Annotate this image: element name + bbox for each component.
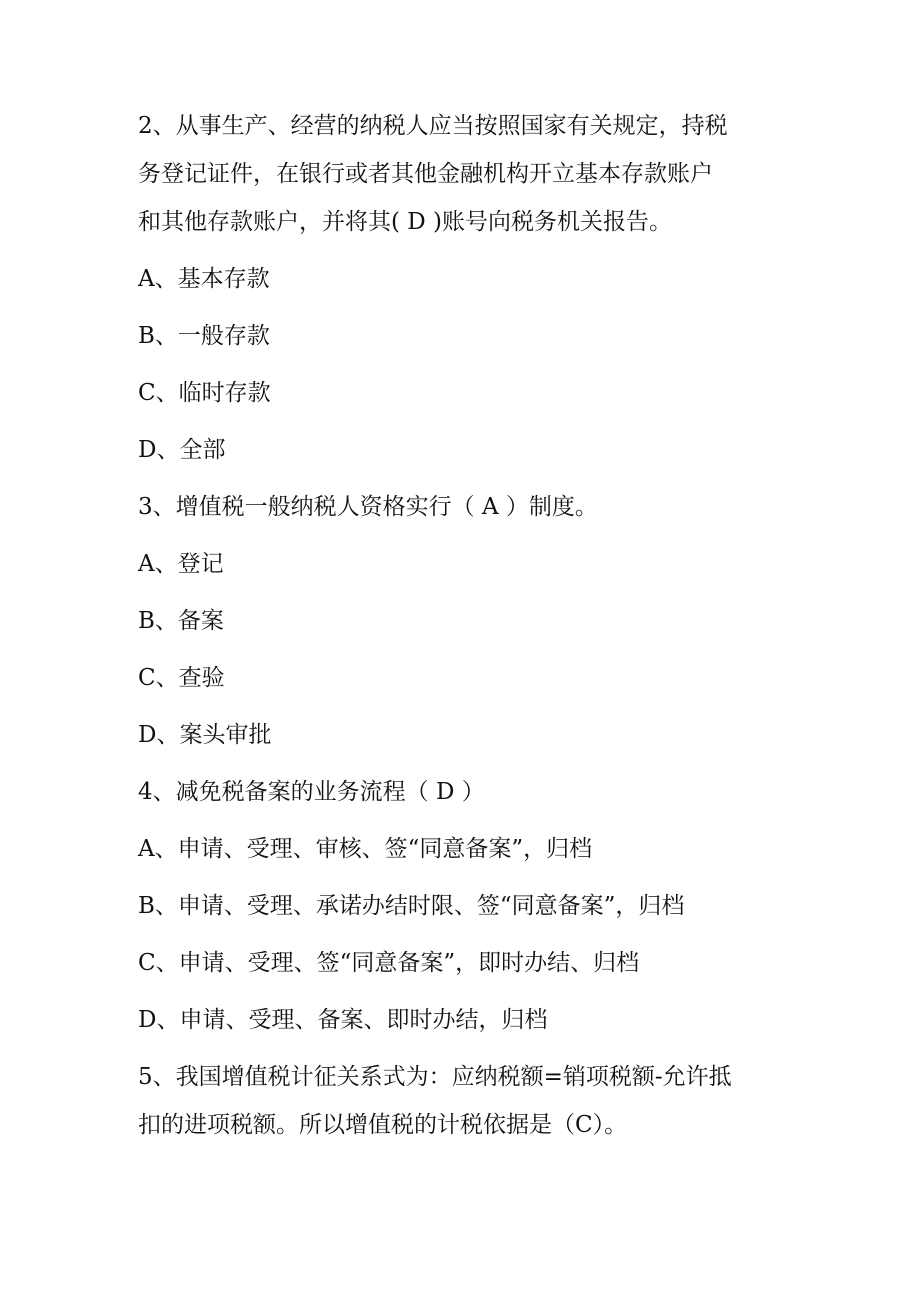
question-3-option-b: B、备案 — [138, 608, 224, 634]
question-3-stem: 3、增值税一般纳税人资格实行（ A ）制度。 — [138, 494, 598, 520]
question-2-option-d: D、全部 — [138, 437, 226, 463]
question-2-stem-line-3: 和其他存款账户，并将其( D )账号向税务机关报告。 — [138, 209, 673, 235]
question-4-option-b: B、申请、受理、承诺办结时限、签“同意备案”，归档 — [138, 893, 685, 919]
question-3-option-d: D、案头审批 — [138, 722, 272, 748]
question-3-option-a: A、登记 — [138, 551, 224, 577]
question-4-option-d: D、申请、受理、备案、即时办结，归档 — [138, 1007, 548, 1033]
question-2-stem — [138, 112, 778, 236]
question-2-option-a: A、基本存款 — [138, 266, 270, 292]
question-5-stem-line-1: 5、我国增值税计征关系式为：应纳税额=销项税额-允许抵 — [138, 1064, 732, 1090]
question-4-option-c: C、申请、受理、签“同意备案”，即时办结、归档 — [138, 950, 640, 976]
question-2-option-b: B、一般存款 — [138, 323, 270, 349]
question-2-option-c: C、临时存款 — [138, 380, 271, 406]
question-5-stem — [138, 1063, 778, 1139]
question-2-stem-line-1: 2、从事生产、经营的纳税人应当按照国家有关规定，持税 — [138, 113, 728, 139]
question-5-stem-line-2: 扣的进项税额。所以增值税的计税依据是（C）。 — [138, 1112, 628, 1138]
question-2-stem-line-2: 务登记证件，在银行或者其他金融机构开立基本存款账户 — [138, 161, 713, 187]
question-4-option-a: A、申请、受理、审核、签“同意备案”，归档 — [138, 836, 593, 862]
question-4-stem: 4、减免税备案的业务流程（ D ） — [138, 779, 485, 805]
question-list — [138, 112, 778, 1139]
question-3-option-c: C、查验 — [138, 665, 225, 691]
